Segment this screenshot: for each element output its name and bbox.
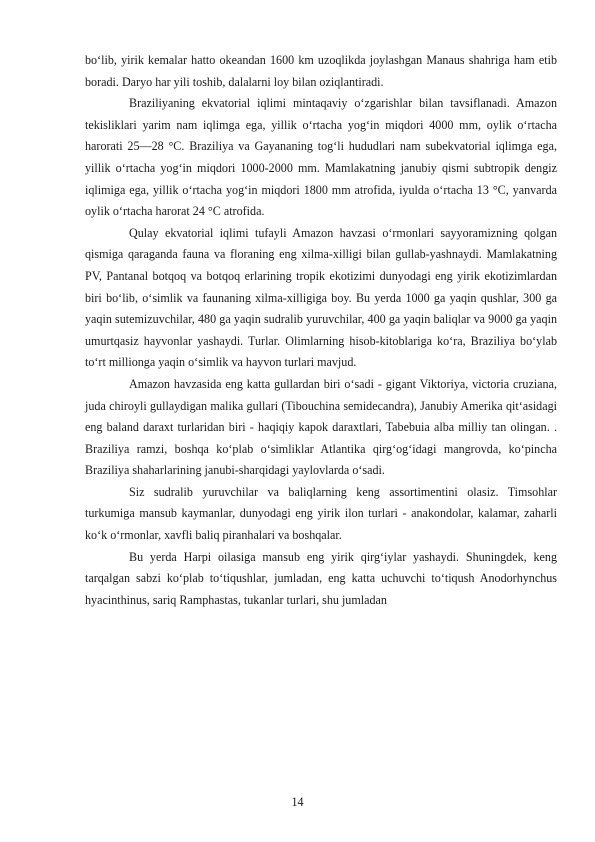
paragraph-5: Siz sudralib yuruvchilar va baliqlarning keng assortimentini olasiz. Timsohlar turkumiga mansub kaymanlar, dunyodagi eng yirik ilon turlari - anakondolar, kalamar, zaharli ko‘k o‘rmonlar, xavfli baliq piranhalari va boshqalar.	[85, 484, 557, 543]
paragraph-3: Qulay ekvatorial iqlimi tufayli Amazon havzasi o‘rmonlari sayyoramizning qolgan qismiga qaraganda fauna va floraning eng xilma-xilligi bilan gullab-yashnaydi. Mamlakatning PV, Pantanal botqoq va botqoq erlarining tropik ekotizimi dunyodagi eng yirik ekotizimlardan biri bo‘lib, o‘simlik va faunaning xilma-xilligiga boy. Bu yerda 1000 ga yaqin qushlar, 300 ga yaqin sutemizuvchilar, 480 ga yaqin sudralib yuruvchilar, 400 ga yaqin baliqlar va 9000 ga yaqin umurtqasiz hayvonlar yashaydi. Turlar. Olimlarning hisob-kitoblariga ko‘ra, Braziliya bo‘ylab to‘rt millionga yaqin o‘simlik va hayvon turlari mavjud.	[85, 225, 557, 370]
paragraph-4: Amazon havzasida eng katta gullardan biri o‘sadi - gigant Viktoriya, victoria cruziana, juda chiroyli gullaydigan malika gullari (Tibouchina semidecandra), Janubiy Amerika qit‘asidagi eng baland daraxt turlaridan biri - haqiqiy kapok daraxtlari, Tabebuia alba milliy tan olingan. . Braziliya ramzi, boshqa ko‘plab o‘simliklar Atlantika qirg‘og‘idagi mangrovda, ko‘pincha Braziliya shaharlarining janubi-sharqidagi yaylovlarda o‘sadi.	[85, 376, 557, 478]
document-body	[85, 50, 557, 611]
paragraph-1: bo‘lib, yirik kemalar hatto okeandan 1600 km uzoqlikda joylashgan Manaus shahriga ham etib boradi. Daryo har yili toshib, dalalarni loy bilan oziqlantiradi.	[85, 53, 557, 89]
paragraph-2: Braziliyaning ekvatorial iqlimi mintaqaviy o‘zgarishlar bilan tavsiflanadi. Amazon tekisliklari yarim nam iqlimga ega, yillik o‘rtacha yog‘in miqdori 4000 mm, oylik o‘rtacha harorati 25—28 °C. Braziliya va Gayananing tog‘li hududlari nam subekvatorial iqlimga ega, yillik o‘rtacha yog‘in miqdori 1000-2000 mm. Mamlakatning janubiy qismi subtropik dengiz iqlimiga ega, yillik o‘rtacha yog‘in miqdori 1800 mm atrofida, iyulda o‘rtacha 13 °C, yanvarda oylik o‘rtacha harorat 24 °C atrofida.	[85, 96, 557, 219]
page-number: 14	[291, 795, 304, 809]
paragraph-6: Bu yerda Harpi oilasiga mansub eng yirik qirg‘iylar yashaydi. Shuningdek, keng tarqalgan sabzi ko‘plab to‘tiqushlar, jumladan, eng katta uchuvchi to‘tiqush Anodorhynchus hyacinthinus, sariq Ramphastas, tukanlar turlari, shu jumladan	[85, 549, 557, 607]
